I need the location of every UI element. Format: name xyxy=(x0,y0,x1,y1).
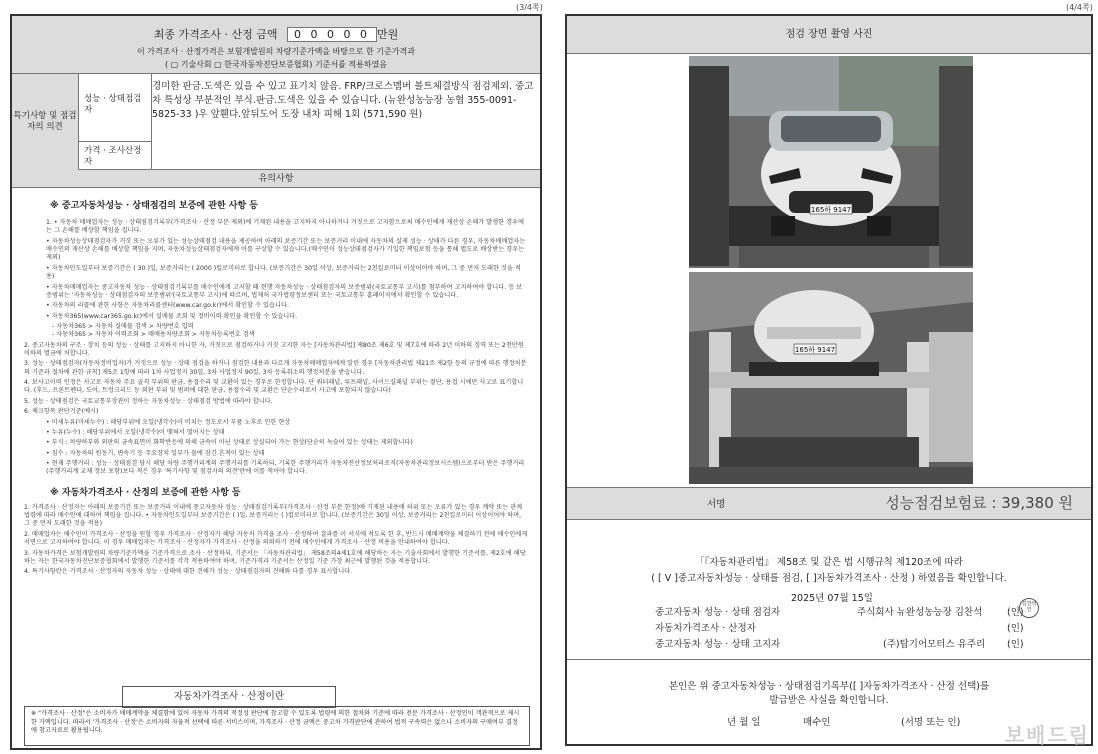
receipt-date: 년 월 일 xyxy=(727,717,761,728)
signature-row xyxy=(567,488,1091,520)
page-number: (3/4쪽) xyxy=(516,3,543,12)
notifier-name: (주)탑기어모터스 유주리 xyxy=(883,639,986,650)
list-item: 1. 가격조사 · 산정자는 아래의 보증기간 또는 보증거리 이내에 중고자동차 성능 · 상태점검기록부(가격조사 · 산정 부분 한정)에 기재된 내용에 허위 또는 오류가 있는 경우 계약 또는 관계법령에 따라 매수인에 대하여 책임을 집니다. • 자동차인도일부터 보증기간은 ( )일, 보증거리는 ( )킬로미터로 합니다. (보증기간은 30일 이상, 보증거리는 2천킬로미터 이상이어야 하며, 그 중 먼저 도래한 것을 적용) xyxy=(24,503,523,528)
cert-line-1: 「『자동차관리법』 제58조 및 같은 법 시행규칙 제120조에 따라 xyxy=(695,557,963,568)
list-item: 2. 매매업자는 매수인이 가격조사 · 산정을 원할 경우 가격조사 · 산정자가 해당 자동차 가격을 조사 · 산정하여 결과를 이 서식에 적도록 한 후, 반드시 매매계약을 체결하기 전에 매수인에게 서면으로 고지하여야 합니다. 이 경우 매매업자는 가격조사 · 산정자가 가격조사 · 산정을 의뢰하기 전에 매수인에게 가격조사 · 산정 비용을 안내하여야 합니다. xyxy=(24,530,528,547)
section1-title: ※ 중고자동차성능 · 상태점검의 보증에 관한 사항 등 xyxy=(50,201,258,211)
price-standard-note: ( ▢ 기술사회 ▢ 한국자동차진단보증협회) 기준서를 적용하였음 xyxy=(164,60,388,69)
cert-line-2: ( [ V ]중고자동차성능 · 상태를 점검, [ ]자동차가격조사 · 산정 ) 하였음을 확인합니다. xyxy=(651,573,1007,584)
price-unit: 만원 xyxy=(376,28,399,41)
notifier-role: 중고자동차 성능 · 상태 고지자 xyxy=(655,639,781,650)
receipt-line-1: 본인은 위 중고자동차성능 · 상태점검기록부([ ]자동차가격조사 · 산정 선택)를 xyxy=(668,681,990,692)
front-view-photo xyxy=(689,56,973,268)
certification-section xyxy=(567,520,1091,660)
list-item: 3. 자동차가격은 보험개발원의 차량기준가액을 기준가격으로 조사 · 산정하되, 기준서는 「자동차관리법」 제58조의4제1호에 해당하는 자는 기술사회에서 발행한 기준서를, 제2호에 해당하는 자는 한국자동차진단보증협회에서 발행한 기준서를 각각 적용하여야 하며, 기준가격과 기준서는 산정일 기준 가장 최근에 발행된 것을 적용합니다. xyxy=(24,549,526,565)
price-amount: 0 0 0 0 0 xyxy=(294,28,370,41)
inspector-name: 주식회사 뉴완성농능장 김찬석 xyxy=(857,607,983,618)
signature-label: 서명 xyxy=(707,499,726,510)
inspector-opinion-text: 경미한 판금.도색은 있을 수 있고 표기치 않음. FRP/크로스멤버 볼트체결방식 점검제외. 중고차 특성상 부분적인 부식.판금.도색은 있을 수 있습니다. (뉴완성농능장 농협 355-0091-5825-33 )우 앞휀다.앞뒤도어 도장 내차 피해 1회 (571,590 원) xyxy=(152,81,534,120)
list-item: • 침수 : 자동차의 원동기, 변속기 등 주요장치 일부가 물에 잠긴 흔적이 있는 상태 xyxy=(46,449,265,457)
price-amount-box xyxy=(287,27,377,42)
list-item: • 자동차인도일부터 보증기간은 ( 30 )일, 보증거리는 ( 2000 )킬로미터로 합니다. (보증기간은 30일 이상, 보증거리는 2천킬로미터 이상이어야 하며, 그 중 먼저 도래한 것을 적용) xyxy=(46,264,521,281)
list-item: • 현재 주행거리 : 성능 · 상태점검 당시 해당 차량 주행거리계의 주행거리를 기록하되, 기록한 주행거리가 자동차전산정보처리조직(자동차관리정보시스템)으로부터 받은 주행거리(주행거리계 교체 정보 포함)보다 적은 경우 '특기사항 및 점검자의 의견'란에 이를 적어야 합니다. xyxy=(46,459,525,476)
photo-section-title: 점검 장면 촬영 사진 xyxy=(567,16,1091,54)
special-notes-section xyxy=(12,74,540,170)
list-item: • 자동차365(www.car365.go.kr)에서 실매물 조회 및 정비이력 확인을 확인할 수 있습니다. xyxy=(46,312,298,320)
buyer-label: 매수인 xyxy=(803,717,831,728)
special-notes-label: 특기사항 및 점검자의 의견 xyxy=(12,74,79,170)
list-item: • 누유(누수) : 해당부위에서 오일(냉각수)이 맺혀서 떨어지는 상태 xyxy=(46,428,225,436)
rear-view-image xyxy=(689,272,973,484)
page-number: (4/4쪽) xyxy=(1066,3,1093,12)
list-item: • 자동차매매업자는 중고자동차 성능 · 상태점검기록부를 매수인에게 고지할 때 현행 자동차성능 · 상태점검자의 보증범위(국토교통부 고시)를 첨부하여 고지하여야 합니다. 등 보증범위는 '자동차성능 · 상태점검자의 보증범위'(국토교통부 고시)에 따르며, 법제처 국가법령정보센터 또는 국토교통부 홈페이지에서 확인할 수 있습니다. xyxy=(46,283,523,299)
section2-title: ※ 자동차가격조사 · 산정의 보증에 관한 사항 등 xyxy=(50,487,241,498)
appraiser-seal-mark: (인) xyxy=(1007,623,1024,634)
inspector-seal-mark: (인) xyxy=(1007,607,1024,618)
notifier-seal-mark: (인) xyxy=(1007,639,1024,650)
appraiser-opinion-label: 가격 · 조사산정자 xyxy=(78,142,152,170)
list-item: • 자동차성능상태점검자가 거짓 또는 오류가 있는 성능상태점검 내용을 제공하여 아래의 보증기간 또는 보증거리 이내에 자동차의 실제 성능 · 상태가 다른 경우, 자동차매매업자는 매수인의 재산상 손해를 배상할 책임을 지며, 자동차성능상태점검자에게 이를 구상할 수 있습니다.(매수인이 성능상태점검자가 기입한 책임보험 등을 통해 별도로 배상받는 경우는 제외) xyxy=(46,237,526,262)
list-item: 5. 성능 · 상태점검은 국토교통부장관이 정하는 자동차성능 · 상태점검 방법에 따라야 합니다. xyxy=(24,397,273,405)
inspection-photos xyxy=(567,54,1091,488)
final-price-header xyxy=(12,16,540,74)
list-item: 4. 보사고이력 인정은 사고로 자동차 주요 골격 부위의 판금, 용접수리 및 교환이 있는 경우로 한정합니다. 단 쿼터패널, 루프패널, 사이드실패널 부위는 절단, 용접 시에만 사고로 표기합니다. (후드, 프론트펜더, 도어, 트렁크리드 등 외판 부위 및 범퍼에 대한 판금, 용접수리 및 교환은 단순수리로서 사고에 포함되지 않습니다) xyxy=(24,379,524,395)
list-item: 2. 중고자동차의 구조 · 장치 등의 성능 · 상태를 고지하지 아니한 자, 거짓으로 점검하거나 거짓 고지한 자는 [자동차관리법] 제80조 제6호 및 제7호에 따라 2년 이하의 징역 또는 2천만원 이하의 벌금에 처합니다. xyxy=(24,341,524,358)
appraisal-definition-title: 자동차가격조사 · 산정이란 xyxy=(122,686,336,708)
list-item: • 부식 : 차량하부와 외판의 금속표면이 화학반응에 의해 금속이 아닌 상태로 상실되어 가는 현상(단순히 녹슬어 있는 상태는 제외합니다) xyxy=(46,439,413,447)
list-item: - 자동차365 > 자동차 이력조회 > 매매용차량조회 > 자동차등록번호 검색 xyxy=(52,331,255,339)
appraisal-definition-text: ※ "가격조사 · 산정"은 소비자가 매매계약을 체결함에 있어 자동차 가격의 적정성 판단에 참고할 수 있도록 법령에 의한 절차와 기준에 따라 전문 가격조사 · 산정인이 객관적으로 제시한 가액입니다. 따라서 '가격조사 · 산정'은 소비자의 자율적 선택에 따른 서비스이며, 가격조사 · 산정 금액은 중고차 가격판단에 관하여 법적 구속력은 없으나 소비자의 구매여부 결정에 참고자료로 활용됩니다. xyxy=(24,706,530,746)
notice-body xyxy=(12,188,540,748)
watermark-logo: 보배드림 xyxy=(1004,723,1090,747)
appraiser-role: 자동차가격조사 · 산정자 xyxy=(655,623,756,634)
inspector-role: 중고자동차 성능 · 상태 점검자 xyxy=(655,607,781,618)
section1-items xyxy=(24,219,528,477)
notice-header: 유의사항 xyxy=(12,170,540,188)
rear-plate: 165하 9147 xyxy=(794,346,836,354)
list-item: 1. • 자동차 매매업자는 성능 · 상태점검기록부(가격조사 · 산정 부분 제외)에 기재된 내용을 고지하지 아니하거나 거짓으로 고지함으로써 매수인에게 재산상 손해가 발생한 경우에는 그 손해를 배상할 책임을 집니다. xyxy=(46,219,525,235)
seal-stamp xyxy=(1019,598,1039,618)
buyer-signature: (서명 또는 인) xyxy=(901,717,961,728)
rear-view-photo xyxy=(689,272,973,484)
final-price-title: 최종 가격조사 · 산정 금액 xyxy=(153,28,278,41)
list-item: - 자동차365 > 자동차 실매물 검색 > 차량번호 입력 xyxy=(52,322,194,330)
seal-stamp-text: 김찬석인 xyxy=(1021,601,1037,613)
inspector-opinion-label: 성능 · 상태점검자 xyxy=(78,74,152,142)
inspection-record-page-4 xyxy=(565,14,1093,746)
front-view-image xyxy=(689,56,973,268)
list-item: 6. 체크항목 판단기준(예시) xyxy=(24,408,99,416)
list-item: 3. 성능 · 상태점검자(자동차정비업자)가 거짓으로 성능 · 상태 점검을 하거나 점검한 내용과 다르게 자동차매매업자에게 알린 경우 [자동차관리법 제21조 제2항 등의 규정에 따른 행정처분의 기준과 절차에 관한 규칙] 제5조 1항에 따라 1차 사업정지 30일, 3차 사업정지 90일, 3차 등록취소의 행정처분을 받습니다. xyxy=(24,360,527,376)
inspection-record-page-3 xyxy=(10,14,542,750)
price-basis-note: 이 가격조사 · 산정가격은 보험개발원의 차량기준가액을 바탕으로 한 기준가격과 xyxy=(137,47,415,56)
receipt-line-2: 발급받은 사실을 확인합니다. xyxy=(769,695,889,706)
front-plate: 165하 9147 xyxy=(810,206,852,214)
insurance-fee: 성능점검보험료 : 39,380 원 xyxy=(885,494,1073,512)
list-item: • 자동차의 리콜에 관한 사항은 자동차리콜센터(www.car.go.kr)에서 확인할 수 있습니다. xyxy=(46,302,289,310)
section2-items xyxy=(24,504,528,577)
cert-date: 2025년 07월 15일 xyxy=(791,593,873,604)
list-item: • 미세누유(미세누수) : 해당부위에 오일(냉각수)이 비치는 정도로서 부품 노후로 인한 현상 xyxy=(46,418,291,426)
list-item: 4. 특기사항란은 가격조사 · 산정자의 자동차 성능 · 상태에 대한 견해가 성능 · 상태점검자의 견해와 다를 경우 표시합니다. xyxy=(24,568,353,576)
